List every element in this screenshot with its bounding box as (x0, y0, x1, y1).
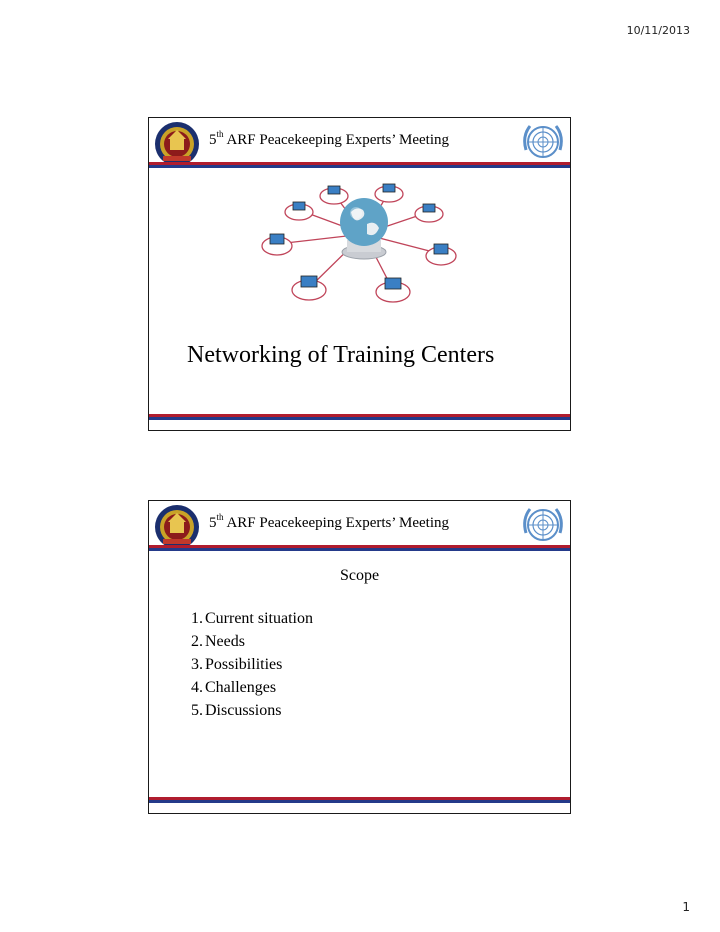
header-blue-bar (149, 165, 570, 168)
emblem-icon (153, 120, 203, 168)
list-item: 5. Discussions (191, 702, 282, 719)
emblem-icon (153, 503, 203, 551)
un-emblem-icon (518, 503, 568, 551)
network-globe-image (259, 182, 469, 312)
slide-header-title: 5th ARF Peacekeeping Experts’ Meeting (209, 512, 450, 531)
slide-2 (148, 500, 571, 814)
scope-list (175, 607, 313, 722)
footer-blue-bar (149, 417, 570, 420)
slide-header (149, 118, 570, 162)
slide-header (149, 501, 570, 545)
page-number: 1 (682, 900, 690, 914)
slide-title: Networking of Training Centers (187, 342, 495, 368)
list-item: 3. Possibilities (191, 656, 283, 673)
un-emblem-icon (518, 120, 568, 168)
scope-heading: Scope (339, 567, 380, 584)
list-item: 1. Current situation (191, 610, 313, 627)
header-blue-bar (149, 548, 570, 551)
slide-header-title: 5th ARF Peacekeeping Experts’ Meeting (209, 129, 450, 148)
list-item: 2. Needs (191, 633, 245, 650)
document-date: 10/11/2013 (626, 24, 690, 37)
list-item: 4. Challenges (191, 679, 277, 696)
slide-1 (148, 117, 571, 431)
footer-blue-bar (149, 800, 570, 803)
